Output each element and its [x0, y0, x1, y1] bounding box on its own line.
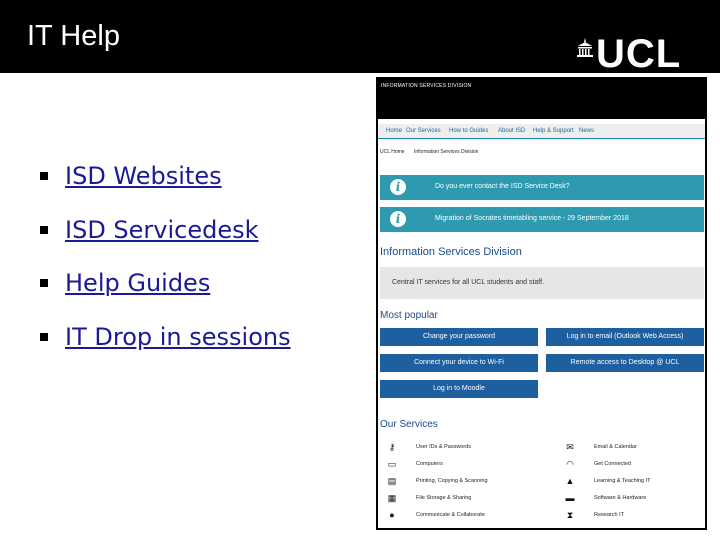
bullet-square-icon [40, 226, 48, 234]
help-guides-link[interactable]: Help Guides [65, 269, 211, 297]
service-label: User IDs & Passwords [416, 444, 472, 450]
flask-icon: ⧗ [566, 510, 574, 520]
service-software-hardware[interactable] [564, 492, 704, 506]
logo-wordmark: UCL [596, 32, 682, 76]
moodle-login-button[interactable]: Log in to Moodle [380, 380, 538, 398]
info-icon: i [390, 211, 406, 227]
bullet-square-icon [40, 279, 48, 287]
service-label: File Storage & Sharing [416, 495, 472, 501]
nav-item-how-to-guides[interactable]: How to Guides [449, 128, 489, 134]
breadcrumb [378, 147, 705, 157]
isd-websites-link[interactable]: ISD Websites [65, 162, 222, 190]
service-computers[interactable] [386, 458, 536, 472]
site-header [378, 79, 705, 119]
nav-item-home[interactable]: Home [386, 128, 403, 134]
service-user-ids[interactable] [386, 441, 536, 455]
isd-servicedesk-link[interactable]: ISD Servicedesk [65, 216, 259, 244]
notice-banner[interactable] [380, 207, 704, 232]
service-communicate[interactable] [386, 509, 536, 523]
change-password-button[interactable]: Change your password [380, 328, 538, 346]
service-label: Get Connected [594, 461, 631, 467]
description-panel [380, 267, 704, 299]
service-learning-teaching[interactable] [564, 475, 704, 489]
laptop-icon: ▬ [565, 493, 575, 503]
service-label: Printing, Copying & Scanning [416, 478, 488, 484]
service-get-connected[interactable] [564, 458, 704, 472]
printer-icon: ▤ [387, 476, 397, 486]
nav-item-help-support[interactable]: Help & Support [533, 128, 574, 134]
it-drop-in-sessions-link[interactable]: IT Drop in sessions [65, 323, 291, 351]
site-nav [378, 124, 705, 139]
service-label: Research IT [594, 512, 624, 518]
service-label: Learning & Teaching IT [594, 478, 651, 484]
description-text: Central IT services for all UCL students and staff. [392, 279, 544, 286]
key-icon: ⚷ [388, 442, 396, 452]
notice-text: Do you ever contact the ISD Service Desk? [435, 183, 570, 190]
service-email[interactable] [564, 441, 704, 455]
service-label: Software & Hardware [594, 495, 647, 501]
portico-icon [576, 38, 594, 58]
wifi-icon: ◠ [566, 459, 574, 469]
bullet-square-icon [40, 172, 48, 180]
ucl-logo [574, 30, 710, 74]
envelope-icon: ✉ [566, 442, 574, 452]
nav-item-news[interactable]: News [579, 128, 595, 134]
most-popular-heading: Most popular [380, 310, 438, 321]
wifi-connect-button[interactable]: Connect your device to Wi-Fi [380, 354, 538, 372]
breadcrumb-current: Information Services Division [414, 149, 479, 155]
service-file-storage[interactable] [386, 492, 536, 506]
bullet-square-icon [40, 333, 48, 341]
monitor-icon: ▭ [387, 459, 397, 469]
notice-banner[interactable] [380, 175, 704, 200]
service-label: Computers [416, 461, 443, 467]
slide-title: IT Help [27, 20, 120, 52]
site-header-text: INFORMATION SERVICES DIVISION [381, 83, 472, 89]
breadcrumb-home[interactable]: UCL Home [380, 149, 405, 155]
service-research-it[interactable] [564, 509, 704, 523]
nav-item-our-services[interactable]: Our Services [406, 128, 441, 134]
notice-text: Migration of Socrates timetabling service - 29 September 2018 [435, 215, 629, 222]
storage-icon: ▦ [387, 493, 397, 503]
people-icon: ● [389, 510, 395, 520]
our-services-heading: Our Services [380, 419, 438, 430]
email-login-button[interactable]: Log in to email (Outlook Web Access) [546, 328, 704, 346]
graduation-cap-icon: ▲ [565, 476, 575, 486]
remote-desktop-button[interactable]: Remote access to Desktop @ UCL [546, 354, 704, 372]
section-title: Information Services Division [380, 246, 522, 258]
nav-item-about-isd[interactable]: About ISD [498, 128, 526, 134]
info-icon: i [390, 179, 406, 195]
slide-header [0, 0, 720, 76]
service-printing[interactable] [386, 475, 536, 489]
isd-website-screenshot [376, 77, 707, 530]
service-label: Communicate & Collaborate [416, 512, 485, 518]
service-label: Email & Calendar [594, 444, 637, 450]
